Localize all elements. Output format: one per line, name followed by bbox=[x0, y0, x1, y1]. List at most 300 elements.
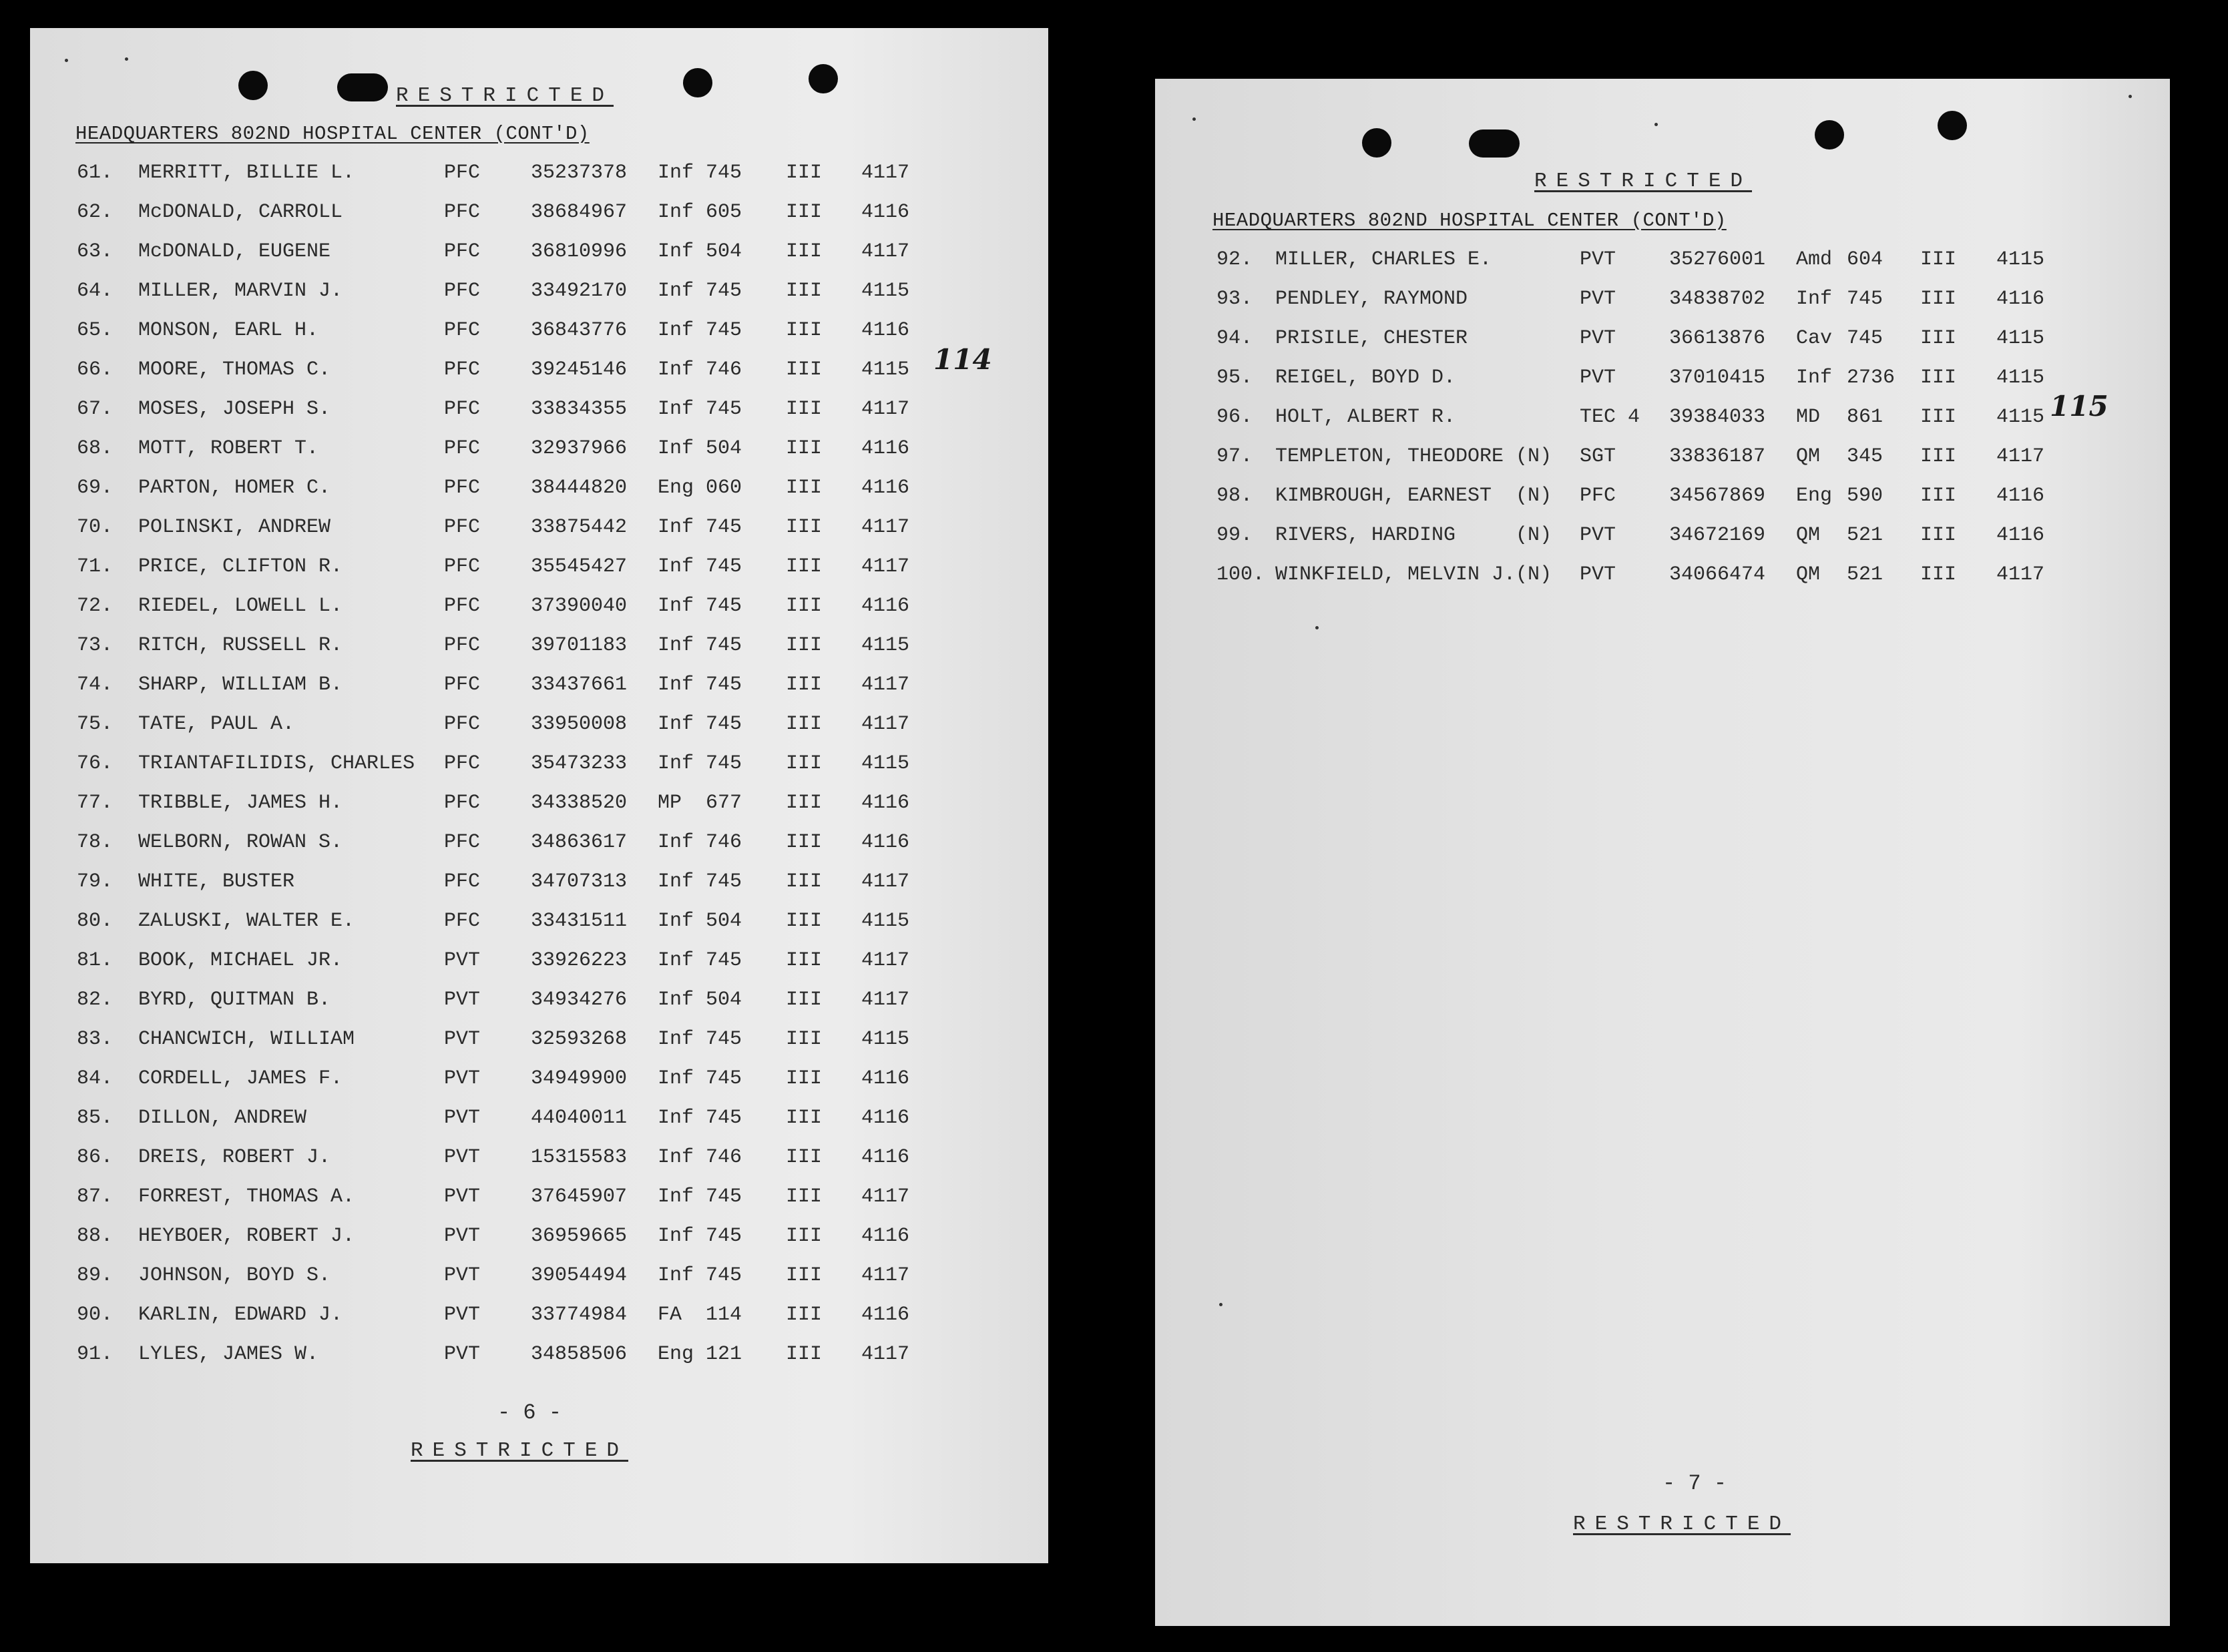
roster-cell-serial: 35473233 bbox=[531, 752, 628, 775]
roster-cell-num: 4117 bbox=[861, 162, 910, 184]
roster-cell-rank: PVT bbox=[444, 1225, 481, 1248]
roster-cell-name: MOORE, THOMAS C. bbox=[138, 358, 331, 381]
roster-cell-serial: 33834355 bbox=[531, 398, 628, 421]
roster-cell-serial: 44040011 bbox=[531, 1107, 628, 1129]
unit-header: HEADQUARTERS 802ND HOSPITAL CENTER (CONT'D) bbox=[1212, 210, 1727, 232]
roster-cell-num: 4117 bbox=[861, 1185, 910, 1208]
roster-cell-name: BYRD, QUITMAN B. bbox=[138, 989, 331, 1011]
roster-cell-code: 745 bbox=[706, 1185, 742, 1208]
roster-cell-name: PENDLEY, RAYMOND bbox=[1275, 288, 1468, 310]
roster-cell-serial: 36959665 bbox=[531, 1225, 628, 1248]
roster-cell-code: 745 bbox=[1847, 327, 1883, 350]
roster-cell-arm: Inf bbox=[658, 358, 694, 381]
roster-cell-rank: PFC bbox=[444, 280, 481, 302]
roster-cell-rank: PVT bbox=[444, 1343, 481, 1366]
roster-cell-cls: III bbox=[786, 319, 823, 342]
roster-cell-code: 745 bbox=[706, 1028, 742, 1051]
page-stamp-number: 115 bbox=[2050, 390, 2108, 423]
roster-cell-code: 745 bbox=[706, 398, 742, 421]
roster-cell-rank: PVT bbox=[444, 1028, 481, 1051]
roster-cell-rank: PVT bbox=[1580, 248, 1616, 271]
roster-cell-no: 93. bbox=[1216, 288, 1253, 310]
speck bbox=[1654, 123, 1658, 126]
roster-cell-arm: Inf bbox=[658, 240, 694, 263]
roster-cell-cls: III bbox=[786, 398, 823, 421]
roster-cell-arm: Inf bbox=[658, 1225, 694, 1248]
roster-cell-rank: PVT bbox=[444, 1304, 481, 1326]
roster-cell-serial: 34838702 bbox=[1669, 288, 1766, 310]
roster-cell-serial: 38684967 bbox=[531, 201, 628, 224]
roster-cell-no: 61. bbox=[77, 162, 114, 184]
roster-cell-code: 345 bbox=[1847, 445, 1883, 468]
roster-cell-no: 99. bbox=[1216, 524, 1253, 547]
restricted-heading-bottom: RESTRICTED bbox=[1573, 1512, 1791, 1536]
roster-cell-no: 91. bbox=[77, 1343, 114, 1366]
page-number: - 6 - bbox=[497, 1400, 562, 1425]
roster-cell-arm: Inf bbox=[658, 398, 694, 421]
roster-cell-num: 4116 bbox=[861, 831, 910, 854]
roster-cell-num: 4117 bbox=[861, 673, 910, 696]
roster-cell-code: 745 bbox=[706, 595, 742, 617]
speck bbox=[1219, 1303, 1222, 1306]
roster-cell-num: 4115 bbox=[861, 634, 910, 657]
roster-cell-serial: 37390040 bbox=[531, 595, 628, 617]
roster-cell-cls: III bbox=[1920, 524, 1957, 547]
roster-cell-name: ZALUSKI, WALTER E. bbox=[138, 910, 355, 932]
roster-cell-serial: 33431511 bbox=[531, 910, 628, 932]
roster-cell-arm: Inf bbox=[658, 437, 694, 460]
roster-cell-serial: 36613876 bbox=[1669, 327, 1766, 350]
roster-cell-code: 521 bbox=[1847, 524, 1883, 547]
roster-cell-cls: III bbox=[786, 713, 823, 736]
roster-cell-arm: Inf bbox=[658, 1264, 694, 1287]
roster-cell-num: 4116 bbox=[1996, 524, 2045, 547]
roster-cell-num: 4117 bbox=[861, 949, 910, 972]
roster-cell-no: 90. bbox=[77, 1304, 114, 1326]
roster-cell-no: 66. bbox=[77, 358, 114, 381]
roster-cell-cls: III bbox=[786, 634, 823, 657]
roster-cell-code: 745 bbox=[706, 949, 742, 972]
roster-cell-serial: 34567869 bbox=[1669, 485, 1766, 507]
roster-cell-no: 81. bbox=[77, 949, 114, 972]
roster-cell-no: 88. bbox=[77, 1225, 114, 1248]
roster-cell-cls: III bbox=[1920, 327, 1957, 350]
roster-cell-num: 4116 bbox=[861, 477, 910, 499]
roster-cell-rank: PFC bbox=[444, 516, 481, 539]
roster-cell-rank: PFC bbox=[444, 673, 481, 696]
roster-cell-arm: MP bbox=[658, 792, 682, 814]
roster-cell-no: 87. bbox=[77, 1185, 114, 1208]
roster-cell-serial: 35276001 bbox=[1669, 248, 1766, 271]
roster-cell-rank: PVT bbox=[444, 1067, 481, 1090]
roster-cell-name: DREIS, ROBERT J. bbox=[138, 1146, 331, 1169]
roster-cell-cls: III bbox=[786, 358, 823, 381]
roster-cell-num: 4115 bbox=[1996, 327, 2045, 350]
roster-cell-no: 76. bbox=[77, 752, 114, 775]
roster-cell-name: MONSON, EARL H. bbox=[138, 319, 319, 342]
roster-cell-serial: 34066474 bbox=[1669, 563, 1766, 586]
roster-cell-no: 85. bbox=[77, 1107, 114, 1129]
roster-cell-cls: III bbox=[786, 555, 823, 578]
roster-cell-cls: III bbox=[786, 949, 823, 972]
roster-cell-arm: QM bbox=[1796, 445, 1821, 468]
speck bbox=[1192, 117, 1196, 121]
roster-cell-serial: 36810996 bbox=[531, 240, 628, 263]
roster-cell-rank: PVT bbox=[444, 1264, 481, 1287]
roster-cell-arm: Inf bbox=[658, 673, 694, 696]
roster-cell-rank: PFC bbox=[444, 477, 481, 499]
roster-cell-no: 73. bbox=[77, 634, 114, 657]
roster-cell-num: 4117 bbox=[861, 240, 910, 263]
roster-cell-name: RIVERS, HARDING (N) bbox=[1275, 524, 1552, 547]
roster-cell-name: LYLES, JAMES W. bbox=[138, 1343, 319, 1366]
roster-cell-no: 78. bbox=[77, 831, 114, 854]
roster-cell-no: 75. bbox=[77, 713, 114, 736]
speck bbox=[65, 59, 68, 62]
roster-cell-no: 71. bbox=[77, 555, 114, 578]
roster-cell-rank: PVT bbox=[444, 1185, 481, 1208]
roster-cell-arm: Inf bbox=[658, 752, 694, 775]
roster-cell-code: 745 bbox=[706, 1107, 742, 1129]
roster-cell-cls: III bbox=[786, 595, 823, 617]
roster-cell-cls: III bbox=[786, 280, 823, 302]
roster-cell-code: 604 bbox=[1847, 248, 1883, 271]
roster-cell-arm: MD bbox=[1796, 406, 1821, 429]
roster-cell-rank: TEC 4 bbox=[1580, 406, 1640, 429]
roster-cell-code: 746 bbox=[706, 1146, 742, 1169]
roster-cell-code: 114 bbox=[706, 1304, 742, 1326]
roster-cell-code: 745 bbox=[706, 870, 742, 893]
roster-cell-rank: PVT bbox=[1580, 327, 1616, 350]
roster-cell-arm: Inf bbox=[658, 280, 694, 302]
roster-cell-arm: Eng bbox=[1796, 485, 1833, 507]
restricted-heading-bottom: RESTRICTED bbox=[411, 1439, 629, 1462]
roster-cell-arm: Inf bbox=[658, 162, 694, 184]
roster-cell-cls: III bbox=[1920, 445, 1957, 468]
roster-cell-no: 82. bbox=[77, 989, 114, 1011]
roster-cell-cls: III bbox=[786, 989, 823, 1011]
roster-cell-serial: 34863617 bbox=[531, 831, 628, 854]
roster-cell-code: 745 bbox=[706, 319, 742, 342]
roster-cell-cls: III bbox=[786, 162, 823, 184]
roster-cell-code: 745 bbox=[706, 162, 742, 184]
roster-cell-cls: III bbox=[786, 792, 823, 814]
roster-cell-name: TATE, PAUL A. bbox=[138, 713, 295, 736]
roster-cell-rank: PFC bbox=[444, 752, 481, 775]
punch-hole bbox=[683, 68, 712, 97]
roster-cell-name: MILLER, MARVIN J. bbox=[138, 280, 343, 302]
roster-cell-num: 4116 bbox=[861, 1107, 910, 1129]
roster-cell-code: 605 bbox=[706, 201, 742, 224]
roster-cell-serial: 37010415 bbox=[1669, 366, 1766, 389]
roster-cell-arm: Amd bbox=[1796, 248, 1833, 271]
roster-cell-code: 745 bbox=[706, 1067, 742, 1090]
roster-cell-num: 4115 bbox=[861, 358, 910, 381]
roster-cell-serial: 36843776 bbox=[531, 319, 628, 342]
roster-cell-serial: 37645907 bbox=[531, 1185, 628, 1208]
roster-cell-no: 74. bbox=[77, 673, 114, 696]
roster-cell-serial: 34934276 bbox=[531, 989, 628, 1011]
roster-cell-serial: 33774984 bbox=[531, 1304, 628, 1326]
roster-cell-num: 4116 bbox=[861, 437, 910, 460]
roster-cell-cls: III bbox=[786, 1225, 823, 1248]
roster-cell-arm: Inf bbox=[658, 1028, 694, 1051]
roster-cell-arm: FA bbox=[658, 1304, 682, 1326]
roster-cell-code: 2736 bbox=[1847, 366, 1896, 389]
roster-cell-cls: III bbox=[786, 516, 823, 539]
roster-cell-num: 4116 bbox=[861, 792, 910, 814]
roster-cell-arm: Inf bbox=[658, 1107, 694, 1129]
roster-cell-name: TEMPLETON, THEODORE (N) bbox=[1275, 445, 1552, 468]
roster-cell-rank: PFC bbox=[444, 870, 481, 893]
roster-cell-code: 745 bbox=[1847, 288, 1883, 310]
roster-cell-no: 95. bbox=[1216, 366, 1253, 389]
roster-cell-code: 745 bbox=[706, 634, 742, 657]
roster-cell-no: 86. bbox=[77, 1146, 114, 1169]
roster-cell-code: 504 bbox=[706, 437, 742, 460]
roster-cell-serial: 34672169 bbox=[1669, 524, 1766, 547]
roster-cell-name: CHANCWICH, WILLIAM bbox=[138, 1028, 355, 1051]
roster-cell-cls: III bbox=[1920, 485, 1957, 507]
roster-cell-no: 83. bbox=[77, 1028, 114, 1051]
roster-cell-cls: III bbox=[786, 1185, 823, 1208]
roster-cell-code: 745 bbox=[706, 752, 742, 775]
roster-cell-arm: Inf bbox=[658, 555, 694, 578]
roster-cell-no: 64. bbox=[77, 280, 114, 302]
roster-cell-num: 4117 bbox=[861, 1343, 910, 1366]
roster-cell-arm: Inf bbox=[1796, 288, 1833, 310]
roster-cell-no: 72. bbox=[77, 595, 114, 617]
roster-cell-num: 4115 bbox=[861, 910, 910, 932]
roster-cell-cls: III bbox=[786, 1028, 823, 1051]
roster-cell-num: 4117 bbox=[861, 555, 910, 578]
roster-cell-rank: PFC bbox=[444, 201, 481, 224]
punch-hole bbox=[1815, 120, 1844, 150]
roster-cell-num: 4116 bbox=[861, 1067, 910, 1090]
roster-cell-cls: III bbox=[786, 477, 823, 499]
roster-cell-cls: III bbox=[786, 1067, 823, 1090]
roster-cell-cls: III bbox=[1920, 366, 1957, 389]
roster-cell-num: 4116 bbox=[861, 1225, 910, 1248]
roster-cell-code: 121 bbox=[706, 1343, 742, 1366]
roster-cell-name: RIEDEL, LOWELL L. bbox=[138, 595, 343, 617]
roster-cell-cls: III bbox=[1920, 563, 1957, 586]
roster-cell-arm: Inf bbox=[658, 870, 694, 893]
roster-cell-name: TRIBBLE, JAMES H. bbox=[138, 792, 343, 814]
roster-cell-code: 504 bbox=[706, 240, 742, 263]
roster-cell-serial: 39054494 bbox=[531, 1264, 628, 1287]
roster-cell-arm: QM bbox=[1796, 524, 1821, 547]
roster-cell-name: HEYBOER, ROBERT J. bbox=[138, 1225, 355, 1248]
roster-cell-num: 4117 bbox=[861, 989, 910, 1011]
roster-cell-rank: PFC bbox=[1580, 485, 1616, 507]
roster-cell-no: 79. bbox=[77, 870, 114, 893]
page-number: - 7 - bbox=[1662, 1471, 1727, 1496]
roster-cell-no: 65. bbox=[77, 319, 114, 342]
roster-cell-serial: 34858506 bbox=[531, 1343, 628, 1366]
roster-cell-num: 4115 bbox=[1996, 406, 2045, 429]
roster-cell-rank: PVT bbox=[444, 989, 481, 1011]
roster-cell-no: 62. bbox=[77, 201, 114, 224]
roster-cell-rank: PFC bbox=[444, 437, 481, 460]
roster-cell-arm: Inf bbox=[658, 319, 694, 342]
roster-cell-code: 745 bbox=[706, 713, 742, 736]
roster-cell-name: KARLIN, EDWARD J. bbox=[138, 1304, 343, 1326]
roster-cell-code: 745 bbox=[706, 280, 742, 302]
roster-cell-serial: 33437661 bbox=[531, 673, 628, 696]
roster-cell-serial: 15315583 bbox=[531, 1146, 628, 1169]
roster-cell-code: 590 bbox=[1847, 485, 1883, 507]
roster-cell-name: KIMBROUGH, EARNEST (N) bbox=[1275, 485, 1552, 507]
roster-cell-arm: Inf bbox=[658, 989, 694, 1011]
roster-cell-cls: III bbox=[786, 1107, 823, 1129]
roster-cell-no: 68. bbox=[77, 437, 114, 460]
roster-cell-rank: PVT bbox=[1580, 366, 1616, 389]
roster-cell-no: 70. bbox=[77, 516, 114, 539]
roster-cell-num: 4116 bbox=[861, 595, 910, 617]
roster-cell-name: PRICE, CLIFTON R. bbox=[138, 555, 343, 578]
roster-cell-no: 63. bbox=[77, 240, 114, 263]
roster-cell-cls: III bbox=[786, 673, 823, 696]
roster-cell-arm: Eng bbox=[658, 1343, 694, 1366]
restricted-heading-top: RESTRICTED bbox=[1534, 170, 1753, 193]
roster-cell-arm: Eng bbox=[658, 477, 694, 499]
roster-cell-serial: 35545427 bbox=[531, 555, 628, 578]
roster-page-right bbox=[1155, 79, 2170, 1626]
roster-cell-no: 97. bbox=[1216, 445, 1253, 468]
roster-cell-no: 98. bbox=[1216, 485, 1253, 507]
roster-cell-no: 77. bbox=[77, 792, 114, 814]
roster-cell-name: BOOK, MICHAEL JR. bbox=[138, 949, 343, 972]
roster-cell-rank: PFC bbox=[444, 358, 481, 381]
roster-cell-serial: 38444820 bbox=[531, 477, 628, 499]
roster-cell-name: McDONALD, EUGENE bbox=[138, 240, 331, 263]
roster-cell-rank: PFC bbox=[444, 398, 481, 421]
roster-cell-serial: 33950008 bbox=[531, 713, 628, 736]
roster-cell-code: 504 bbox=[706, 989, 742, 1011]
roster-cell-no: 94. bbox=[1216, 327, 1253, 350]
roster-cell-name: WINKFIELD, MELVIN J.(N) bbox=[1275, 563, 1552, 586]
roster-cell-no: 92. bbox=[1216, 248, 1253, 271]
punch-hole bbox=[1469, 129, 1520, 158]
roster-cell-num: 4115 bbox=[861, 1028, 910, 1051]
roster-cell-cls: III bbox=[786, 1304, 823, 1326]
roster-cell-serial: 39384033 bbox=[1669, 406, 1766, 429]
roster-cell-code: 745 bbox=[706, 516, 742, 539]
roster-cell-rank: PFC bbox=[444, 595, 481, 617]
roster-cell-name: TRIANTAFILIDIS, CHARLES bbox=[138, 752, 415, 775]
roster-cell-rank: PFC bbox=[444, 713, 481, 736]
roster-cell-arm: QM bbox=[1796, 563, 1821, 586]
roster-cell-rank: PFC bbox=[444, 831, 481, 854]
roster-cell-code: 745 bbox=[706, 555, 742, 578]
roster-cell-num: 4116 bbox=[1996, 485, 2045, 507]
roster-cell-name: MERRITT, BILLIE L. bbox=[138, 162, 355, 184]
roster-cell-name: McDONALD, CARROLL bbox=[138, 201, 343, 224]
roster-cell-serial: 34338520 bbox=[531, 792, 628, 814]
roster-cell-code: 861 bbox=[1847, 406, 1883, 429]
roster-cell-cls: III bbox=[786, 437, 823, 460]
roster-cell-serial: 33492170 bbox=[531, 280, 628, 302]
roster-cell-serial: 33926223 bbox=[531, 949, 628, 972]
roster-cell-code: 745 bbox=[706, 1264, 742, 1287]
roster-cell-rank: SGT bbox=[1580, 445, 1616, 468]
roster-cell-name: DILLON, ANDREW bbox=[138, 1107, 307, 1129]
speck bbox=[2129, 95, 2132, 98]
roster-cell-arm: Cav bbox=[1796, 327, 1833, 350]
roster-cell-name: HOLT, ALBERT R. bbox=[1275, 406, 1456, 429]
punch-hole bbox=[337, 73, 388, 101]
roster-cell-name: WELBORN, ROWAN S. bbox=[138, 831, 343, 854]
roster-cell-num: 4115 bbox=[861, 280, 910, 302]
roster-cell-cls: III bbox=[1920, 248, 1957, 271]
roster-cell-num: 4117 bbox=[861, 713, 910, 736]
roster-cell-name: PRISILE, CHESTER bbox=[1275, 327, 1468, 350]
roster-page-left bbox=[30, 28, 1048, 1563]
roster-cell-cls: III bbox=[786, 1146, 823, 1169]
roster-cell-num: 4117 bbox=[861, 516, 910, 539]
roster-cell-rank: PVT bbox=[444, 1146, 481, 1169]
roster-cell-cls: III bbox=[1920, 406, 1957, 429]
roster-cell-serial: 32593268 bbox=[531, 1028, 628, 1051]
roster-cell-name: CORDELL, JAMES F. bbox=[138, 1067, 343, 1090]
roster-cell-arm: Inf bbox=[658, 1067, 694, 1090]
roster-cell-num: 4116 bbox=[861, 319, 910, 342]
roster-cell-cls: III bbox=[786, 752, 823, 775]
roster-cell-num: 4115 bbox=[861, 752, 910, 775]
roster-cell-cls: III bbox=[786, 201, 823, 224]
punch-hole bbox=[1938, 111, 1967, 140]
roster-cell-num: 4117 bbox=[1996, 445, 2045, 468]
roster-cell-serial: 39701183 bbox=[531, 634, 628, 657]
roster-cell-cls: III bbox=[786, 1343, 823, 1366]
speck bbox=[1315, 626, 1319, 629]
punch-hole bbox=[1362, 128, 1391, 158]
roster-cell-cls: III bbox=[786, 910, 823, 932]
roster-cell-arm: Inf bbox=[1796, 366, 1833, 389]
roster-cell-num: 4116 bbox=[861, 201, 910, 224]
roster-cell-cls: III bbox=[786, 1264, 823, 1287]
roster-cell-num: 4115 bbox=[1996, 366, 2045, 389]
roster-cell-name: RITCH, RUSSELL R. bbox=[138, 634, 343, 657]
roster-cell-arm: Inf bbox=[658, 516, 694, 539]
restricted-heading-top: RESTRICTED bbox=[396, 84, 614, 107]
roster-cell-cls: III bbox=[1920, 288, 1957, 310]
roster-cell-serial: 34949900 bbox=[531, 1067, 628, 1090]
roster-cell-rank: PFC bbox=[444, 240, 481, 263]
roster-cell-name: PARTON, HOMER C. bbox=[138, 477, 331, 499]
roster-cell-serial: 34707313 bbox=[531, 870, 628, 893]
roster-cell-rank: PFC bbox=[444, 555, 481, 578]
roster-cell-name: SHARP, WILLIAM B. bbox=[138, 673, 343, 696]
roster-cell-no: 100. bbox=[1216, 563, 1265, 586]
roster-cell-cls: III bbox=[786, 870, 823, 893]
roster-cell-serial: 32937966 bbox=[531, 437, 628, 460]
roster-cell-name: JOHNSON, BOYD S. bbox=[138, 1264, 331, 1287]
roster-cell-cls: III bbox=[786, 831, 823, 854]
roster-cell-rank: PVT bbox=[444, 1107, 481, 1129]
roster-cell-rank: PFC bbox=[444, 792, 481, 814]
roster-cell-code: 746 bbox=[706, 831, 742, 854]
roster-cell-arm: Inf bbox=[658, 1146, 694, 1169]
roster-cell-no: 67. bbox=[77, 398, 114, 421]
roster-cell-code: 745 bbox=[706, 1225, 742, 1248]
roster-cell-serial: 33836187 bbox=[1669, 445, 1766, 468]
roster-cell-name: FORREST, THOMAS A. bbox=[138, 1185, 355, 1208]
roster-cell-rank: PVT bbox=[444, 949, 481, 972]
roster-cell-serial: 33875442 bbox=[531, 516, 628, 539]
roster-cell-num: 4117 bbox=[861, 870, 910, 893]
